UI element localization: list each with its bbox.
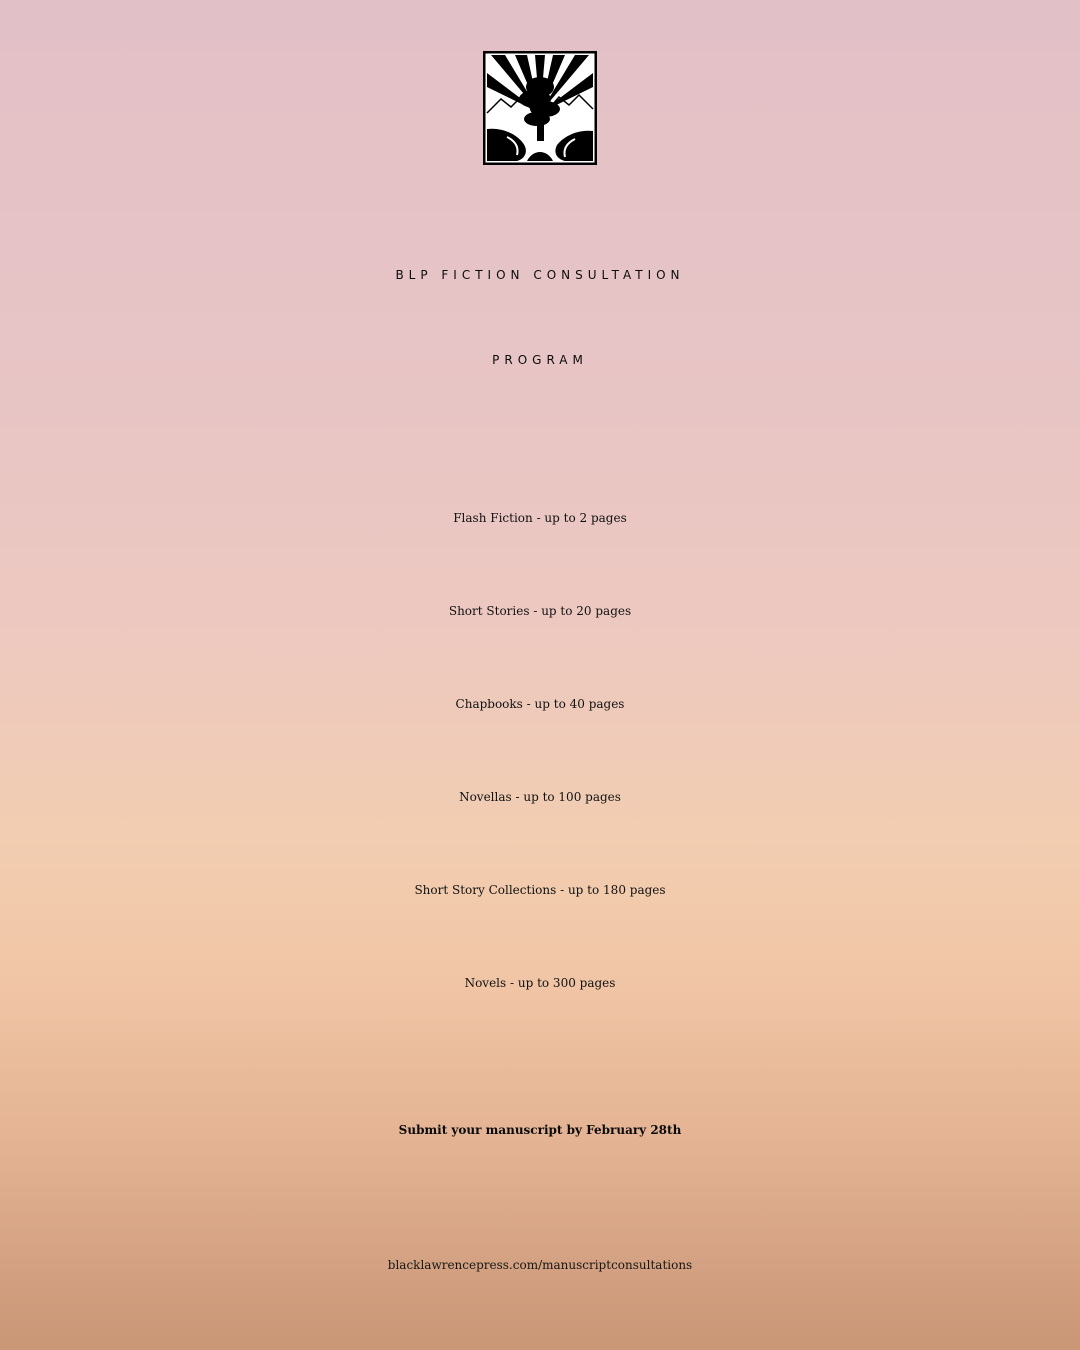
page-title-line-2: PROGRAM xyxy=(492,353,588,367)
list-item-chapbooks: Chapbooks - up to 40 pages xyxy=(455,697,625,711)
tree-sunburst-logo-icon xyxy=(483,51,597,165)
list-item-novels: Novels - up to 300 pages xyxy=(464,976,616,990)
page-title-line-1: BLP FICTION CONSULTATION xyxy=(395,268,685,282)
list-item-short-story-collections: Short Story Collections - up to 180 pages xyxy=(414,883,666,897)
list-item-short-stories: Short Stories - up to 20 pages xyxy=(448,604,632,618)
website-url: blacklawrencepress.com/manuscriptconsultations xyxy=(387,1258,693,1272)
list-item-flash-fiction: Flash Fiction - up to 2 pages xyxy=(453,511,627,525)
deadline-text: Submit your manuscript by February 28th xyxy=(398,1123,682,1137)
list-item-novellas: Novellas - up to 100 pages xyxy=(459,790,621,804)
